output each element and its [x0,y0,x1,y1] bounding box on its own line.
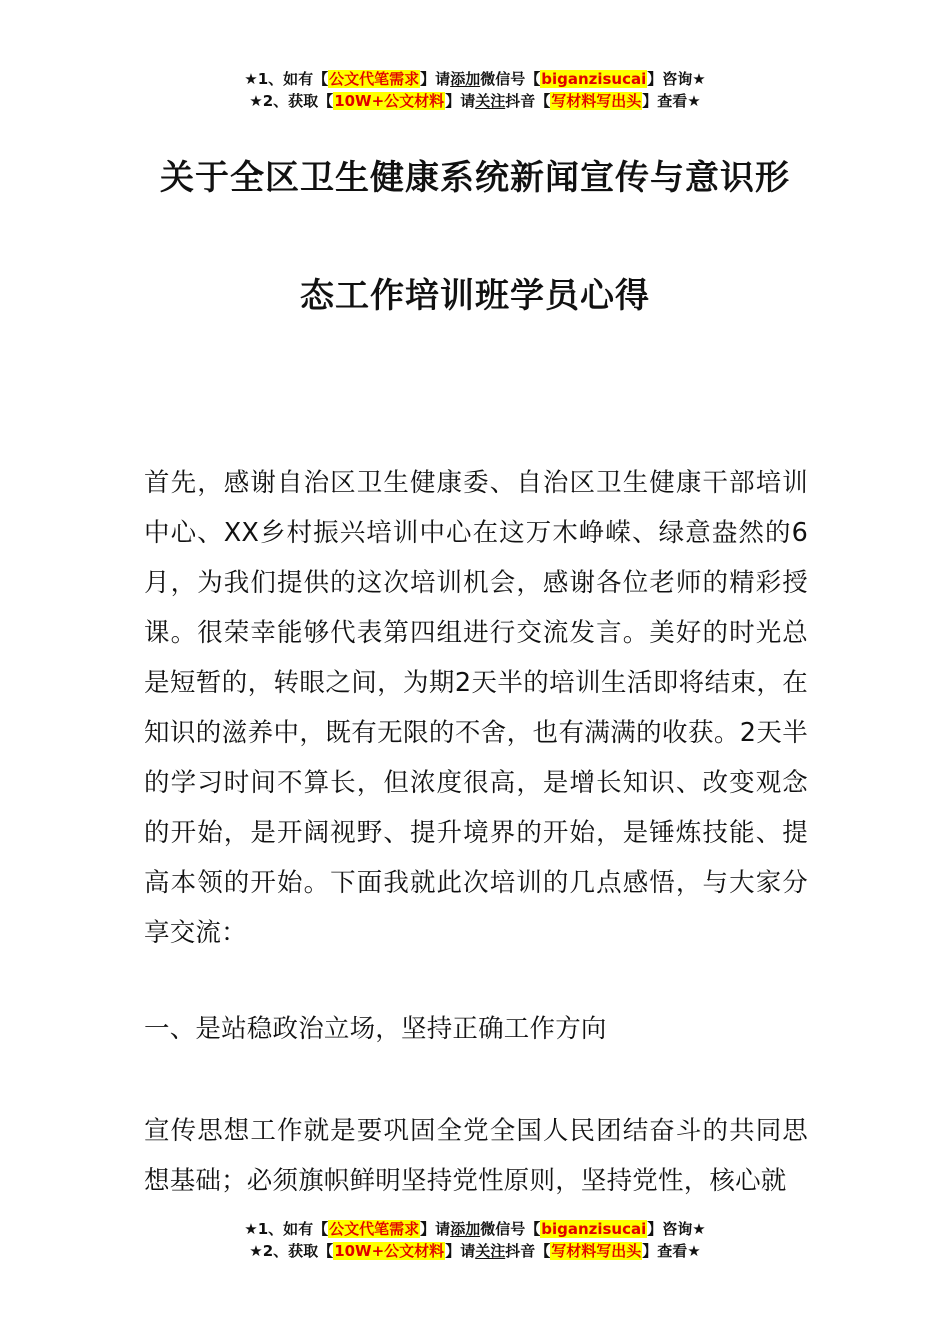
promo-text: 】咨询★ [647,1220,706,1238]
highlight-wechat-id: biganzisucai [541,70,647,88]
promo-emphasis: 添加 [450,70,481,88]
highlight-service: 公文代笔需求 [329,1220,420,1238]
promo-emphasis: 关注 [475,1242,506,1260]
document-title-line-2: 态工作培训班学员心得 [300,276,650,316]
top-promo-banner [0,68,950,112]
promo-text: 】查看★ [642,92,701,110]
body-paragraph-2: 宣传思想工作就是要巩固全党全国人民团结奋斗的共同思想基础；必须旗帜鲜明坚持党性原则，坚持党性，核心就 [144,1116,808,1196]
promo-line-2 [0,1240,950,1262]
promo-text: 抖音【 [505,92,551,110]
promo-text: ★2、获取【 [249,92,334,110]
document-title-line-1: 关于全区卫生健康系统新闻宣传与意识形 [160,158,790,198]
highlight-wechat-id: biganzisucai [541,1220,647,1238]
promo-text: 】请 [420,1220,451,1238]
promo-text: 微信号【 [480,70,541,88]
promo-emphasis: 关注 [475,92,506,110]
promo-text: 微信号【 [480,1220,541,1238]
highlight-materials: 10W+公文材料 [334,1242,445,1260]
promo-line-1 [0,1218,950,1240]
promo-line-2 [0,90,950,112]
promo-text: 抖音【 [505,1242,551,1260]
promo-text: ★2、获取【 [249,1242,334,1260]
promo-text: 】请 [445,92,476,110]
promo-text: 】请 [420,70,451,88]
promo-text: 】咨询★ [647,70,706,88]
body-paragraph-1: 首先，感谢自治区卫生健康委、自治区卫生健康干部培训中心、XX乡村振兴培训中心在这万木峥嵘、绿意盎然的6月，为我们提供的这次培训机会，感谢各位老师的精彩授课。很荣幸能够代表第四组进行交流发言。美好的时光总是短暂的，转眼之间，为期2天半的培训生活即将结束，在知识的滋养中，既有无限的不舍，也有满满的收获。2天半的学习时间不算长，但浓度很高，是增长知识、改变观念的开始，是开阔视野、提升境界的开始，是锤炼技能、提高本领的开始。下面我就此次培训的几点感悟，与大家分享交流： [144,468,808,948]
promo-text: ★1、如有【 [244,70,329,88]
promo-line-1 [0,68,950,90]
promo-emphasis: 添加 [450,1220,481,1238]
bottom-promo-banner [0,1218,950,1262]
highlight-douyin: 写材料写出头 [551,92,642,110]
promo-text: 】查看★ [642,1242,701,1260]
highlight-materials: 10W+公文材料 [334,92,445,110]
promo-text: ★1、如有【 [244,1220,329,1238]
highlight-douyin: 写材料写出头 [551,1242,642,1260]
promo-text: 】请 [445,1242,476,1260]
section-heading-1: 一、是站稳政治立场，坚持正确工作方向 [144,1014,607,1044]
highlight-service: 公文代笔需求 [329,70,420,88]
